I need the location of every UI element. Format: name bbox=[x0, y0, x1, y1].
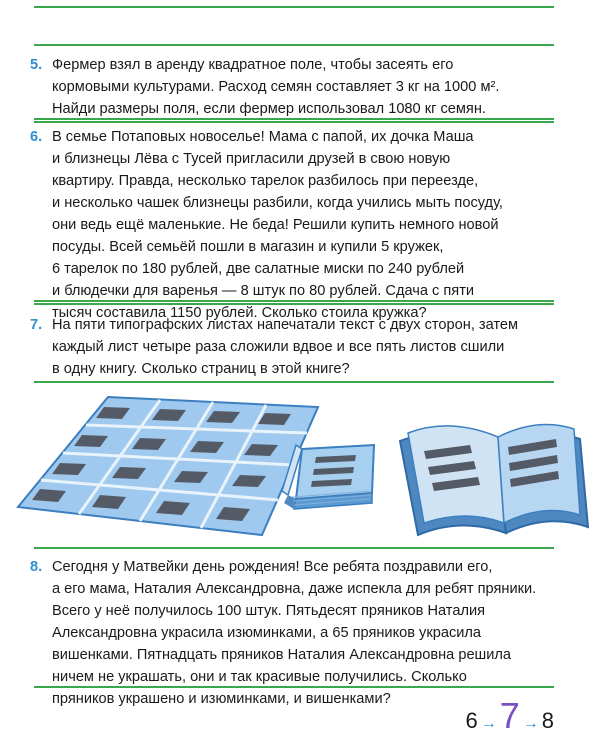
folded-stack-icon bbox=[282, 445, 374, 509]
task-number: 5. bbox=[30, 57, 43, 73]
task-text-line: вишенками. Пятнадцать пряников Наталия Александровна решила bbox=[52, 647, 512, 663]
task-text-line: На пяти типографских листах напечатали текст с двух сторон, затем bbox=[52, 317, 519, 333]
task-text-line: пряников украшено и изюминками, и вишенками? bbox=[52, 691, 391, 707]
task-text-line: Найди размеры поля, если фермер использовал 1080 кг семян. bbox=[52, 101, 486, 117]
divider bbox=[34, 300, 554, 302]
task-text-line: Сегодня у Матвейки день рождения! Все ребята поздравили его, bbox=[52, 559, 493, 575]
task-text-line: каждый лист четыре раза сложили вдвое и все пять листов сшили bbox=[52, 339, 505, 355]
page-navigation bbox=[465, 695, 554, 736]
task-text-line: и близнецы Лёва с Тусей пригласили друзей в свою новую bbox=[52, 151, 451, 167]
divider bbox=[34, 303, 554, 305]
task-7 bbox=[30, 314, 552, 380]
task-number: 8. bbox=[30, 559, 43, 575]
divider bbox=[34, 381, 554, 383]
task-text-line: кормовыми культурами. Расход семян составляет 3 кг на 1000 м². bbox=[52, 79, 500, 95]
divider bbox=[34, 44, 554, 46]
folding-illustration bbox=[0, 385, 600, 560]
task-text-line: они ведь ещё маленькие. Не беда! Решили купить немного новой bbox=[52, 217, 499, 233]
task-text-line: в одну книгу. Сколько страниц в этой книге? bbox=[52, 361, 350, 377]
task-text-line: и блюдечки для варенья — 8 штук по 80 рублей. Сдача с пяти bbox=[52, 283, 475, 299]
task-text-line: квартиру. Правда, несколько тарелок разбилось при переезде, bbox=[52, 173, 479, 189]
task-text-line: Александровна украсила изюминками, а 65 пряников украсила bbox=[52, 625, 482, 641]
divider bbox=[34, 686, 554, 688]
task-number: 7. bbox=[30, 317, 43, 333]
task-number: 6. bbox=[30, 129, 43, 145]
task-text-line: тысяч составила 1150 рублей. Сколько стоила кружка? bbox=[52, 305, 427, 321]
divider-top bbox=[34, 6, 554, 8]
divider bbox=[34, 547, 554, 549]
arrow-right-icon: → bbox=[522, 715, 539, 732]
task-text-line: 6 тарелок по 180 рублей, две салатные миски по 240 рублей bbox=[52, 261, 465, 277]
task-text-line: ничем не украшать, они и так красивые получились. Сколько bbox=[52, 669, 467, 685]
printed-sheet-icon bbox=[18, 397, 318, 535]
task-text-line: посуды. Всей семьёй пошли в магазин и купили 5 кружек, bbox=[52, 239, 444, 255]
task-text-line: и несколько чашек близнецы разбили, когда учились мыть посуду, bbox=[52, 195, 503, 211]
prev-page-number[interactable]: 6 bbox=[465, 708, 478, 733]
task-text-line: а его мама, Наталия Александровна, даже испекла для ребят пряники. bbox=[52, 581, 537, 597]
task-6 bbox=[30, 126, 552, 324]
task-text-line: Всего у неё получилось 100 штук. Пятьдесят пряников Наталия bbox=[52, 603, 486, 619]
open-book-icon bbox=[400, 425, 588, 536]
task-5 bbox=[30, 54, 552, 120]
task-text-line: Фермер взял в аренду квадратное поле, чтобы засеять его bbox=[52, 57, 454, 73]
current-page-number: 7 bbox=[499, 695, 520, 736]
divider bbox=[34, 118, 554, 120]
divider bbox=[34, 121, 554, 123]
arrow-right-icon: → bbox=[480, 715, 497, 732]
task-text-line: В семье Потаповых новоселье! Мама с папой, их дочка Маша bbox=[52, 129, 474, 145]
next-page-number[interactable]: 8 bbox=[541, 708, 554, 733]
